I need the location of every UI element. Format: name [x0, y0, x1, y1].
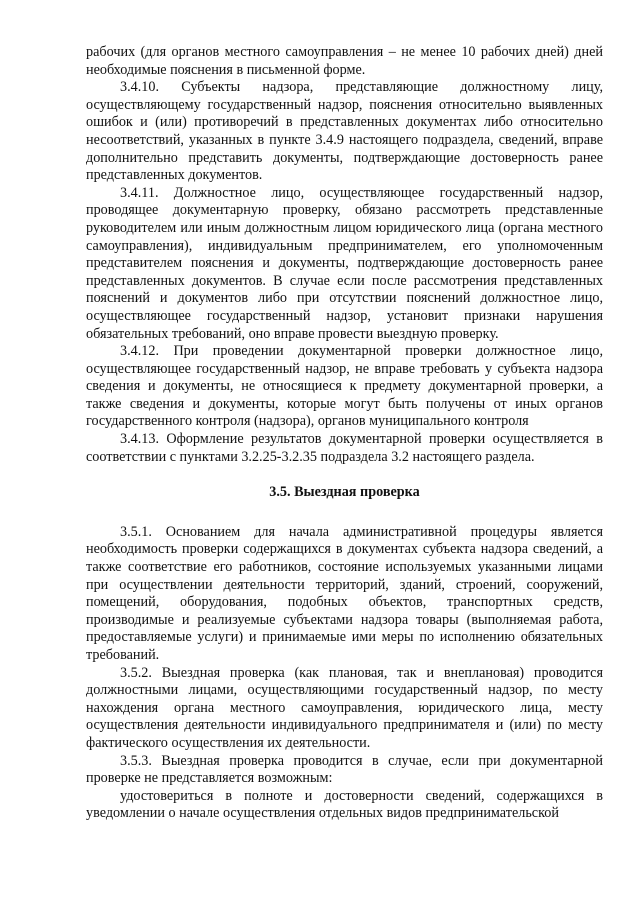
paragraph-3-5-2: 3.5.2. Выездная проверка (как плановая, так и внеплановая) проводится должностными лицами, осуществляющими государственный надзор, по месту нахождения органа местного самоуправления, юридического лица, месту осуществления деятельности индивидуального предпринимателя и (или) по месту фактического осуществления их деятельности. — [86, 664, 603, 751]
paragraph: рабочих (для органов местного самоуправления – не менее 10 рабочих дней) дней необходимые пояснения в письменной форме. — [86, 44, 603, 78]
paragraph-3-4-13: 3.4.13. Оформление результатов документарной проверки осуществляется в соответствии с пунктами 3.2.25-3.2.35 подраздела 3.2 настоящего раздела. — [86, 431, 603, 465]
paragraph-3-5-1: 3.5.1. Основанием для начала административной процедуры является необходимость проверки содержащихся в документах субъекта надзора сведений, а также соответствие его работников, состояние используемых указанными лицами при осуществлении деятельности территорий, зданий, строений, сооружений, помещений, оборудования, подобных объектов, транспортных средств, производимые и реализуемые субъектами надзора товары (выполняемая работа, предоставляемые услуги) и принимаемые ими меры по исполнению обязательных требований. — [86, 523, 603, 663]
document-page — [86, 44, 603, 823]
paragraph-list-item: удостовериться в полноте и достоверности сведений, содержащихся в уведомлении о начале осуществления отдельных видов предпринимательской — [86, 787, 603, 822]
section-heading: 3.5. Выездная проверка — [269, 484, 420, 501]
paragraph-3-4-11: 3.4.11. Должностное лицо, осуществляющее государственный надзор, проводящее документарную проверку, обязано рассмотреть представленные руководителем или иным должностным лицом юридического лица (органа местного самоуправления), индивидуальным предпринимателем, его уполномоченным представителем пояснения и документы, подтверждающие достоверность ранее представленных документов. В случае если после рассмотрения представленных пояснений и документов либо при отсутствии пояснений должностное лицо, осуществляющее государственный надзор, установит признаки нарушения обязательных требований, оно вправе провести выездную проверку. — [86, 184, 603, 342]
paragraph-3-4-10: 3.4.10. Субъекты надзора, представляющие должностному лицу, осуществляющему государственный надзор, пояснения относительно выявленных ошибок и (или) противоречий в представленных документах либо относительно несоответствий, указанных в пункте 3.4.9 настоящего подраздела, сведений, вправе дополнительно представить документы, подтверждающие достоверность ранее представленных документов. — [86, 79, 603, 184]
paragraph-3-5-3: 3.5.3. Выездная проверка проводится в случае, если при документарной проверке не представляется возможным: — [86, 752, 603, 787]
paragraph-3-4-12: 3.4.12. При проведении документарной проверки должностное лицо, осуществляющее государственный надзор, не вправе требовать у субъекта надзора сведения и документы, не относящиеся к предмету документарной проверки, а также сведения и документы, которые могут быть получены от иных органов государственного контроля (надзора), органов муниципального контроля — [86, 343, 603, 430]
